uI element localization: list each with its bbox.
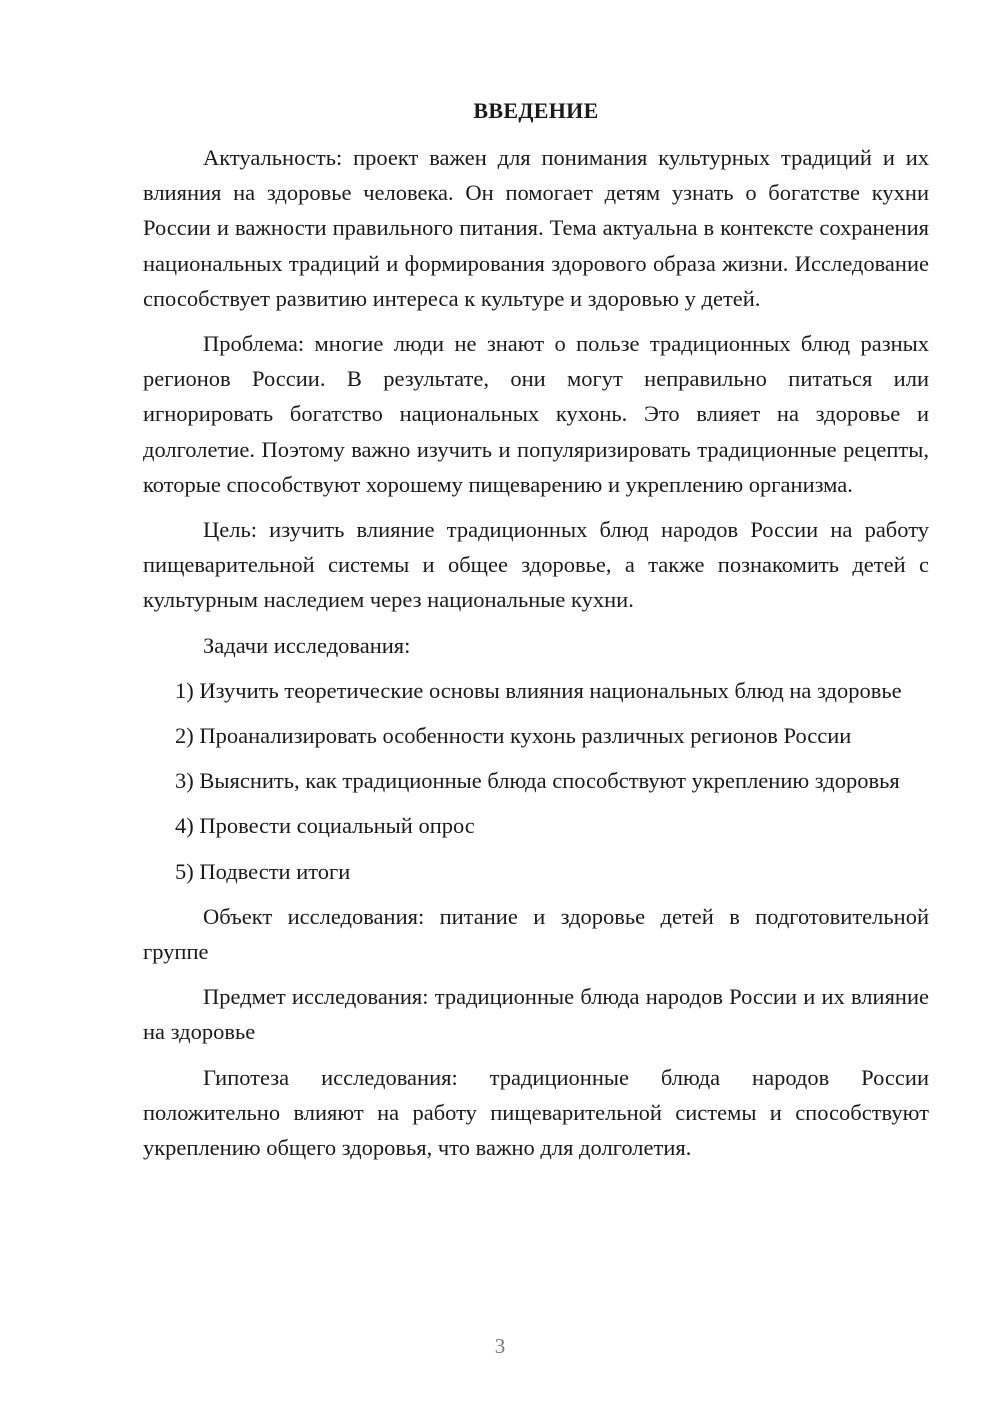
- relevance-paragraph: Актуальность: проект важен для понимания культурных традиций и их влияния на здоровье человека. Он помогает детям узнать о богатстве кухни России и важности правильного питания. Тема актуальна в контексте сохранения национальных традиций и формирования здорового образа жизни. Исследование способствует развитию интереса к культуре и здоровью у детей.: [143, 145, 929, 311]
- task-item-4: 4) Провести социальный опрос: [175, 813, 475, 839]
- task-item-1: 1) Изучить теоретические основы влияния национальных блюд на здоровье: [175, 677, 902, 703]
- hypothesis-paragraph: Гипотеза исследования: традиционные блюда народов России положительно влияют на работу пищеварительной системы и способствуют укреплению общего здоровья, что важно для долголетия.: [143, 1064, 929, 1161]
- problem-paragraph: Проблема: многие люди не знают о пользе традиционных блюд разных регионов России. В результате, они могут неправильно питаться или игнорировать богатство национальных кухонь. Это влияет на здоровье и долголетие. Поэтому важно изучить и популяризировать традиционные рецепты, которые способствуют хорошему пищеварению и укреплению организма.: [143, 331, 929, 497]
- page-content: [143, 96, 929, 1165]
- task-item-3: 3) Выяснить, как традиционные блюда способствуют укреплению здоровья: [175, 768, 900, 794]
- goal-paragraph: Цель: изучить влияние традиционных блюд народов России на работу пищеварительной системы и общее здоровье, а также познакомить детей с культурным наследием через национальные кухни.: [143, 517, 929, 613]
- section-title: ВВЕДЕНИЕ: [473, 98, 599, 123]
- task-item-5: 5) Подвести итоги: [175, 858, 351, 884]
- object-paragraph: Объект исследования: питание и здоровье детей в подготовительной группе: [143, 903, 929, 965]
- task-item-2: 2) Проанализировать особенности кухонь различных регионов России: [175, 723, 852, 749]
- tasks-heading: Задачи исследования:: [203, 632, 411, 658]
- page-number: 3: [494, 1334, 506, 1358]
- subject-paragraph: Предмет исследования: традиционные блюда народов России и их влияние на здоровье: [143, 984, 929, 1045]
